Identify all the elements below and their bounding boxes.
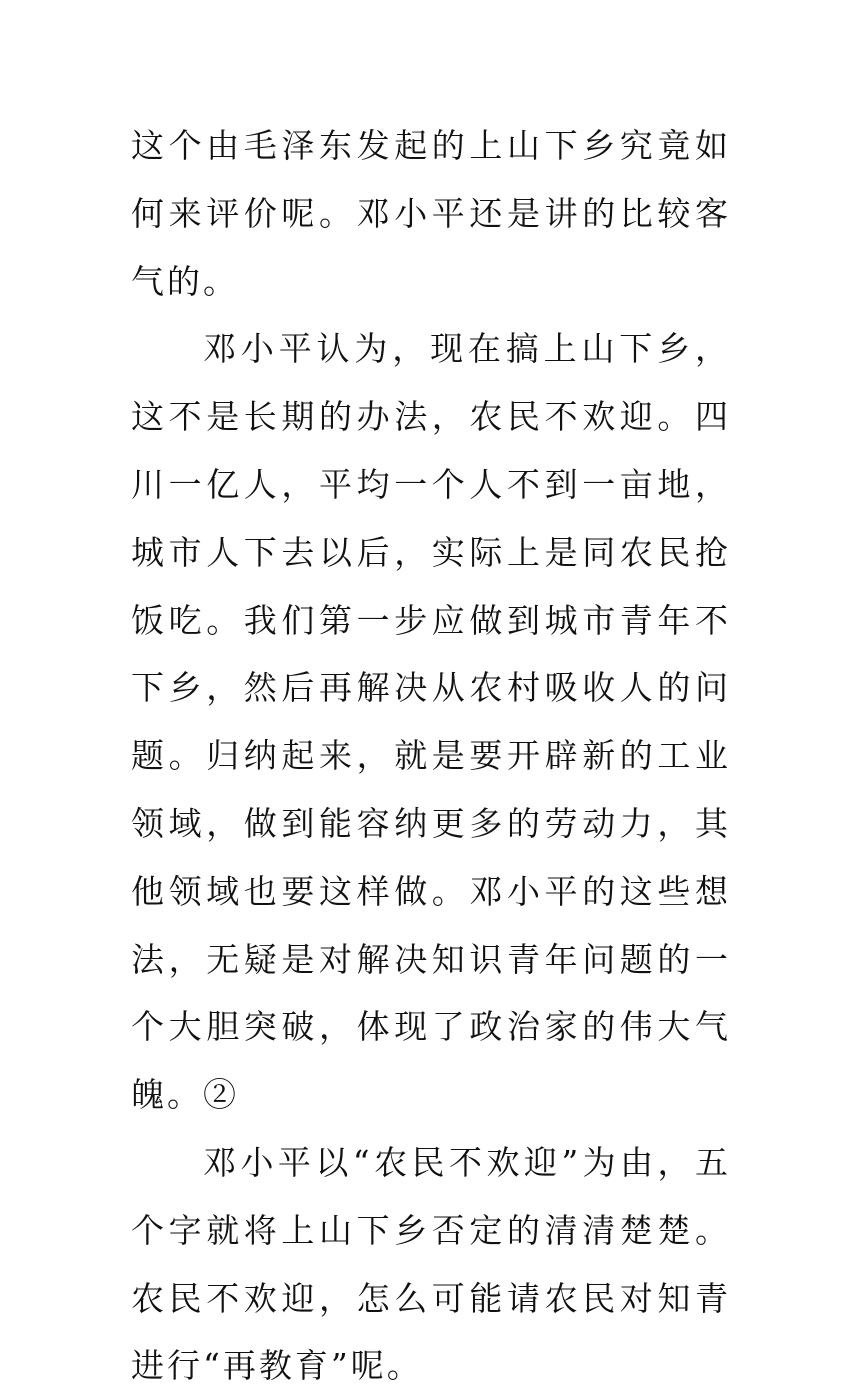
paragraph-2: 邓小平认为，现在搞上山下乡，这不是长期的办法，农民不欢迎。四川一亿人，平均一个人不到一亩地，城市人下去以后，实际上是同农民抢饭吃。我们第一步应做到城市青年不下乡，然后再解决从农村吸收人的问题。归纳起来，就是要开辟新的工业领域，做到能容纳更多的劳动力，其他领域也要这样做。邓小平的这些想法，无疑是对解决知识青年问题的一个大胆突破，体现了政治家的伟大气魄。②	[131, 329, 731, 1115]
paragraph-1: 这个由毛泽东发起的上山下乡究竟如何来评价呢。邓小平还是讲的比较客气的。	[131, 126, 731, 301]
body-text	[131, 112, 731, 1400]
paragraph-3: 邓小平以“农民不欢迎”为由，五个字就将上山下乡否定的清清楚楚。农民不欢迎，怎么可能请农民对知青进行“再教育”呢。	[131, 1142, 731, 1386]
